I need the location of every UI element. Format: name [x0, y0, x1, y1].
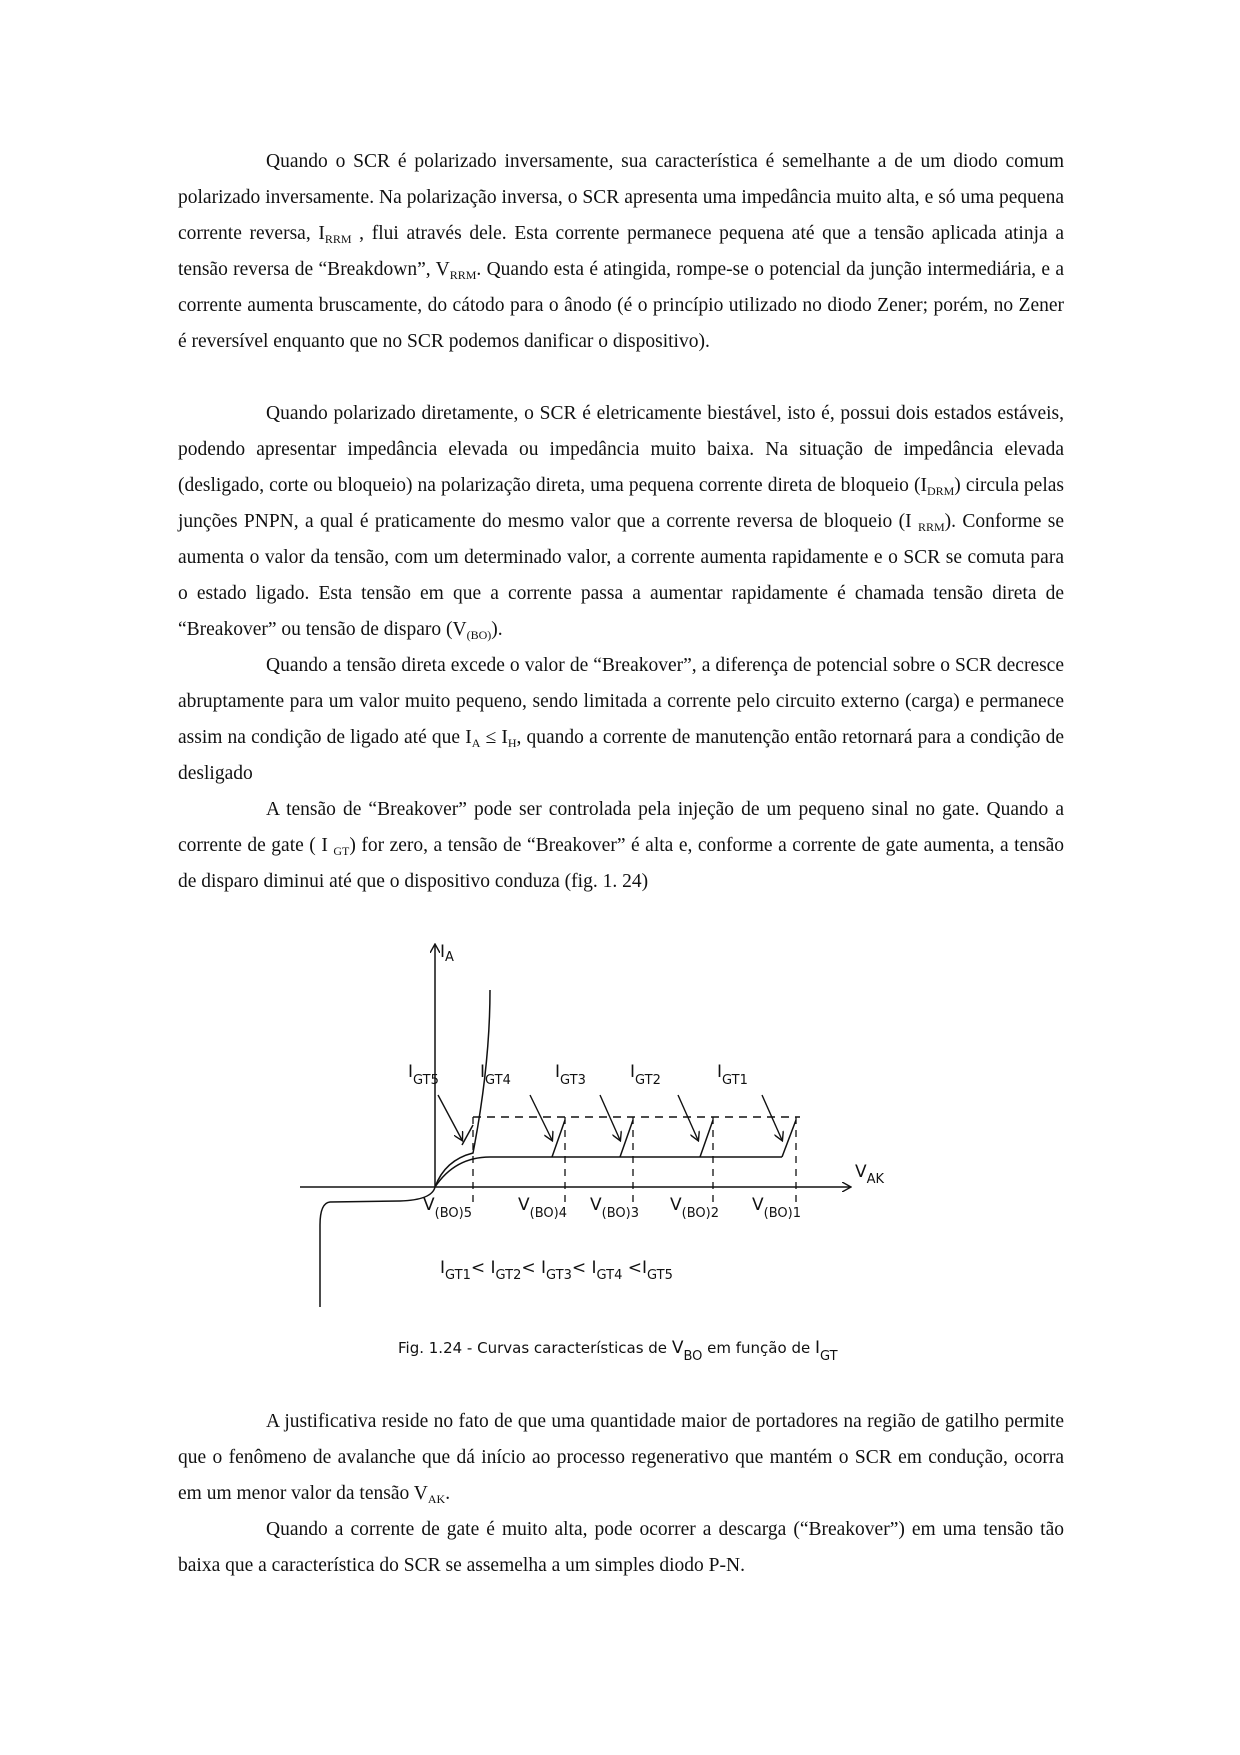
label-igt1: $I_{GT1}$	[717, 1062, 748, 1088]
x-axis-label: $V_{AK}$	[855, 1162, 885, 1187]
figure-scr-characteristic	[290, 935, 990, 1375]
paragraph-forward-bias: Quando polarizado diretamente, o SCR é eletricamente biestável, isto é, possui dois estados estáveis, podendo apresentar impedância elevada ou impedância muito baixa. Na situação de impedância elevada (desligado, corte ou bloqueio) na polarização direta, uma pequena corrente direta de bloqueio $(I_{DRM})$ circula pelas junções PNPN, a qual é praticamente do mesmo valor que a corrente reversa de bloqueio (I $_{RRM}$). Conforme se aumenta o valor da tensão, com um determinado valor, a corrente aumenta rapidamente e o SCR se comuta para o estado ligado. Esta tensão em que a corrente passa a aumentar rapidamente é chamada tensão direta de “Breakover” ou tensão de disparo $(V_{(BO)})$.	[178, 403, 1064, 642]
paragraph-gate-control: A tensão de “Breakover” pode ser controlada pela injeção de um pequeno sinal no gate. Quando a corrente de gate ( I $_{GT}$) for zero, a tensão de “Breakover” é alta e, conforme a corrente de gate aumenta, a tensão de disparo diminui até que o dispositivo conduza (fig. 1. 24)	[178, 799, 1064, 892]
label-vbo5: $V_{(BO)5}$	[423, 1195, 472, 1221]
switching-segment-gt2	[700, 1120, 713, 1157]
label-igt3: $I_{GT3}$	[555, 1062, 586, 1088]
arrow-gt5	[438, 1095, 462, 1140]
paragraph-reverse-bias: Quando o SCR é polarizado inversamente, sua característica é semelhante a de um diodo comum polarizado inversamente. Na polarização inversa, o SCR apresenta uma impedância muito alta, e só uma pequena corrente reversa, $I_{RRM}$ , flui através dele. Esta corrente permanece pequena até que a tensão aplicada atinja a tensão reversa de “Breakdown”, $V_{RRM}$. Quando esta é atingida, rompe-se o potencial da junção intermediária, e a corrente aumenta bruscamente, do cátodo para o ânodo (é o princípio utilizado no diodo Zener; porém, no Zener é reversível enquanto que no SCR podemos danificar o dispositivo).	[178, 151, 1064, 352]
reverse-characteristic-curve	[320, 1187, 435, 1307]
gate-current-inequality: $I_{GT1}< I_{GT2}< I_{GT3}< I_{GT4} <I_{GT5}$	[440, 1258, 673, 1283]
paragraph-high-gate-current: Quando a corrente de gate é muito alta, pode ocorrer a descarga (“Breakover”) em uma tensão tão baixa que a característica do SCR se assemelha a um simples diodo P-N.	[178, 1519, 1064, 1576]
forward-blocking-curve	[435, 1157, 782, 1187]
label-igt4: $I_{GT4}$	[480, 1062, 511, 1088]
switching-segment-gt4	[552, 1120, 565, 1157]
y-axis-label: $I_A$	[440, 942, 454, 965]
switching-segment-gt5	[462, 1125, 473, 1145]
label-vbo3: $V_{(BO)3}$	[590, 1195, 639, 1221]
arrow-gt2	[678, 1095, 698, 1140]
scr-characteristic-diagram	[290, 935, 990, 1375]
arrow-gt1	[762, 1095, 782, 1140]
paragraph-justification: A justificativa reside no fato de que uma quantidade maior de portadores na região de gatilho permite que o fenômeno de avalanche que dá início ao processo regenerativo que mantém o SCR em condução, ocorra em um menor valor da tensão $V_{AK}$.	[178, 1411, 1064, 1506]
switching-segment-gt1	[782, 1120, 796, 1157]
label-vbo4: $V_{(BO)4}$	[518, 1195, 567, 1221]
figure-caption: Fig. 1.24 - Curvas características de $V_{BO}$ em função de $I_{GT}$	[398, 1338, 838, 1364]
label-vbo1: $V_{(BO)1}$	[752, 1195, 801, 1221]
paragraph-breakover-exceeded: Quando a tensão direta excede o valor de “Breakover”, a diferença de potencial sobre o SCR decresce abruptamente para um valor muito pequeno, sendo limitada a corrente pelo circuito externo (carga) e permanece assim na condição de ligado até que $I_A \le I_H$, quando a corrente de manutenção então retornará para a condição de desligado	[178, 655, 1065, 784]
label-vbo2: $V_{(BO)2}$	[670, 1195, 719, 1221]
switching-segment-gt3	[620, 1120, 633, 1157]
label-igt2: $I_{GT2}$	[630, 1062, 661, 1088]
label-igt5: $I_{GT5}$	[408, 1062, 439, 1088]
